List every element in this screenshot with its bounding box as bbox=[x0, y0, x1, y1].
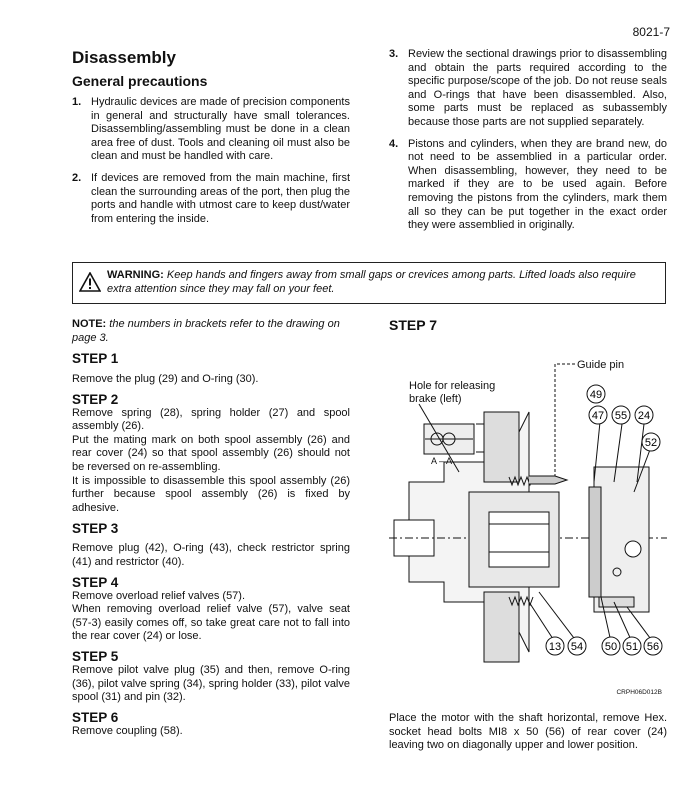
step-paragraph: Remove pilot valve plug (35) and then, remove O-ring (36), pilot valve spring (34), spring holder (33), pilot valve spool (31) and pin (32). bbox=[72, 663, 350, 704]
step-paragraph: It is impossible to disassemble this spool assembly (26) further because spool assembly (26) is fixed by adhesive. bbox=[72, 474, 350, 514]
callout-52 bbox=[642, 433, 660, 451]
svg-text:47: 47 bbox=[591, 410, 605, 422]
page-number: 8021-7 bbox=[632, 25, 670, 39]
step-title: STEP 6 bbox=[72, 709, 119, 725]
callout-51 bbox=[623, 637, 641, 655]
step-3 bbox=[72, 521, 350, 569]
precaution-item: 3. Review the sectional drawings prior to disassembling and obtain the parts required according to the specific purpose/scope of the job. Do not reuse seals and O-rings that have been disassembled. Also, some parts must be replaced as subassembly because those parts are not supplied separately. bbox=[389, 48, 667, 128]
warning-label: WARNING: bbox=[107, 269, 164, 281]
step-paragraph: When removing overload relief valve (57), valve seat (57-3) easily comes off, so take great care not to fall into the rear cover (24) or lose. bbox=[72, 603, 350, 643]
precautions-list-left bbox=[72, 96, 350, 226]
right-column-top bbox=[389, 48, 667, 241]
figure-code: CRPH06D012B bbox=[616, 689, 662, 696]
svg-text:24: 24 bbox=[637, 410, 651, 422]
callout-56 bbox=[644, 637, 662, 655]
step-7-caption: Place the motor with the shaft horizontal, remove Hex. socket head bolts MI8 x 50 (56) of rear cover (24) leaving two on diagonally upper and lower position. bbox=[389, 712, 667, 752]
step-5 bbox=[72, 649, 350, 705]
step-4 bbox=[72, 575, 350, 644]
callout-55 bbox=[612, 406, 630, 424]
warning-triangle-icon bbox=[79, 272, 101, 292]
hole-label-line-2: brake (left) bbox=[409, 393, 462, 405]
svg-text:56: 56 bbox=[646, 641, 660, 653]
section-aa-label: A – A bbox=[431, 456, 453, 466]
precaution-item: 4. Pistons and cylinders, when they are brand new, do not need to be assemblied in a particular order. When disassembling, however, they need to be marked if they are to be used again. Before removing the pistons from the cylinders, mark them all so they can be put together in the exact order they were assemblied in originally. bbox=[389, 137, 667, 232]
step-paragraph: Remove spring (28), spring holder (27) and spool assembly (26). bbox=[72, 406, 350, 433]
svg-text:52: 52 bbox=[644, 437, 658, 449]
step-title: STEP 3 bbox=[72, 521, 119, 537]
step-title: STEP 4 bbox=[72, 574, 119, 590]
step-2 bbox=[72, 392, 350, 516]
hole-label-line-1: Hole for releasing bbox=[409, 380, 496, 392]
svg-text:55: 55 bbox=[614, 410, 628, 422]
svg-text:13: 13 bbox=[548, 641, 562, 653]
step-paragraph: Put the mating mark on both spool assembly (26) and rear cover (24) so that spool assembly (26) should not be reversed on re-assembling. bbox=[72, 433, 350, 473]
precaution-item: 1. Hydraulic devices are made of precision components in general and structurally have small tolerances. Disassembling/assembling must be done in a clean area free of dust. Tools and cleaning oil must also be clean and must be handled with care. bbox=[72, 96, 350, 163]
step-paragraph: Remove coupling (58). bbox=[72, 724, 183, 737]
warning-body: Keep hands and fingers away from small gaps or crevices among parts. Lifted loads also require extra attention since they may fall on your feet. bbox=[107, 269, 636, 295]
callout-50 bbox=[602, 637, 620, 655]
motor-sectional-drawing bbox=[389, 352, 667, 708]
callout-54 bbox=[568, 637, 586, 655]
callout-24 bbox=[635, 406, 653, 424]
note-label: NOTE: bbox=[72, 318, 107, 330]
section-subtitle: General precautions bbox=[72, 73, 208, 89]
step-title: STEP 2 bbox=[72, 391, 119, 407]
svg-text:51: 51 bbox=[625, 641, 639, 653]
step-paragraph: Remove overload relief valves (57). bbox=[72, 589, 246, 602]
guide-pin-label: Guide pin bbox=[577, 359, 625, 371]
note bbox=[72, 318, 350, 345]
callout-49 bbox=[587, 385, 605, 403]
svg-text:49: 49 bbox=[589, 389, 603, 401]
precaution-item: 2. If devices are removed from the main machine, first clean the surrounding areas of the port, then plug the ports and handle with utmost care to keep dust/water from entering the inside. bbox=[72, 171, 350, 225]
left-column-top bbox=[72, 48, 350, 234]
step-7-title: STEP 7 bbox=[389, 317, 437, 333]
precautions-list-right bbox=[389, 48, 667, 233]
svg-text:54: 54 bbox=[570, 641, 584, 653]
step-paragraph: Remove the plug (29) and O-ring (30). bbox=[72, 373, 259, 385]
callout-47 bbox=[589, 406, 607, 424]
step-6 bbox=[72, 710, 350, 739]
page-title: Disassembly bbox=[72, 48, 176, 67]
warning-text bbox=[107, 268, 659, 296]
step-paragraph: Remove plug (42), O-ring (43), check restrictor spring (41) and restrictor (40). bbox=[72, 542, 350, 568]
step-title: STEP 5 bbox=[72, 648, 119, 664]
steps-column bbox=[72, 318, 350, 738]
callout-13 bbox=[546, 637, 564, 655]
note-text: the numbers in brackets refer to the drawing on page 3. bbox=[72, 318, 340, 344]
step-title: STEP 1 bbox=[72, 351, 119, 366]
warning-box bbox=[72, 262, 666, 304]
svg-text:50: 50 bbox=[604, 641, 618, 653]
step-1 bbox=[72, 351, 350, 387]
